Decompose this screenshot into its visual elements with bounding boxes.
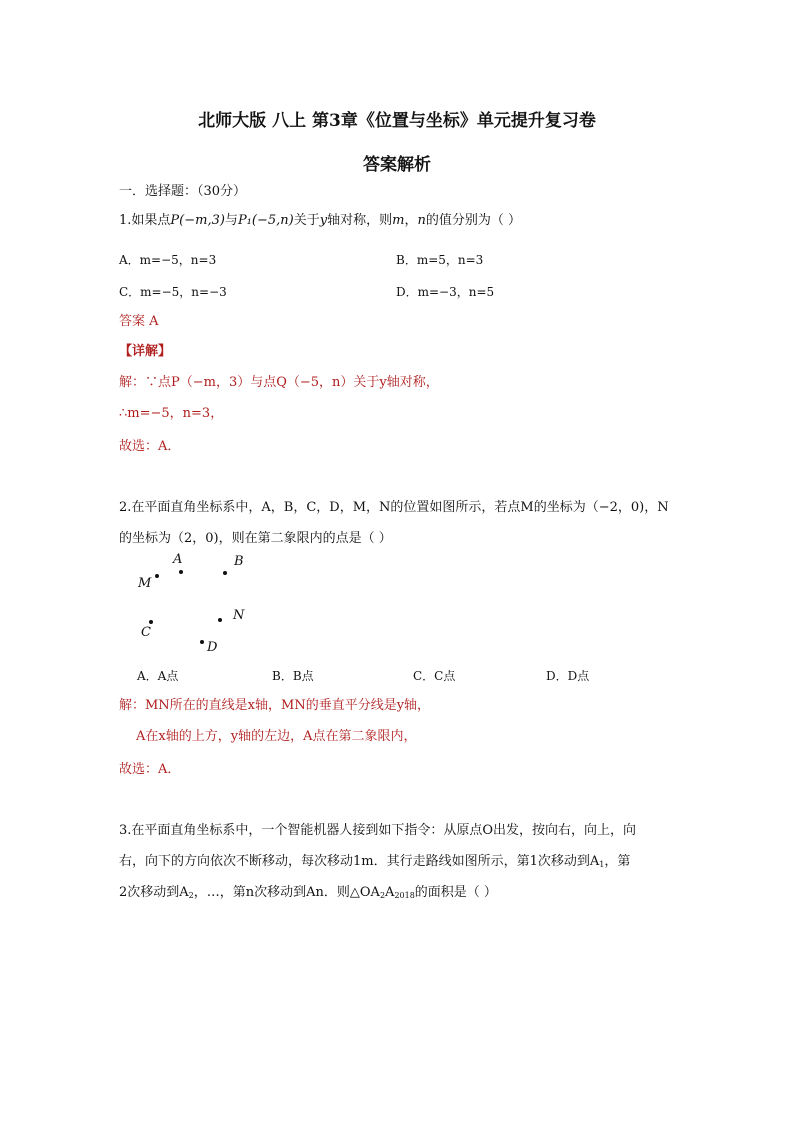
point-label-a: A <box>173 552 183 567</box>
question-1-stem <box>119 213 521 229</box>
point-dot-a <box>179 570 183 574</box>
q1-point-p1: P₁(−5,n) <box>237 213 294 228</box>
document-subtitle: 答案解析 <box>363 155 431 175</box>
q1-option-b: B．m=5，n=3 <box>396 253 484 267</box>
q1-option-a: A．m=−5，n=3 <box>119 253 217 267</box>
q1-detail-header: 【详解】 <box>119 344 172 359</box>
q2-option-c: C．C点 <box>413 669 456 683</box>
q3-line2-b: ，第 <box>604 854 631 869</box>
point-dot-n <box>218 618 222 622</box>
question-3-line-1: 3.在平面直角坐标系中，一个智能机器人接到如下指令：从原点O出发，按向右，向上，向 <box>119 823 637 838</box>
q1-with: 与 <box>224 213 238 228</box>
point-dot-d <box>200 640 204 644</box>
q3-line3-sub3: 2018 <box>394 891 415 900</box>
q3-line3-sub2: 2 <box>379 891 386 900</box>
q1-answer: 答案 A <box>119 314 159 329</box>
q3-line3-d: 的面积是（ ） <box>414 885 497 900</box>
q2-option-b: B．B点 <box>272 669 314 683</box>
q1-solution-line-2: ∴m=−5，n=3， <box>119 406 224 421</box>
q1-comma: ， <box>404 213 418 228</box>
question-3-line-3 <box>119 885 497 904</box>
q2-solution-line-1: 解：MN所在的直线是x轴，MN的垂直平分线是y轴， <box>119 698 431 713</box>
point-label-n: N <box>233 608 245 623</box>
question-2-stem-line-2: 的坐标为（2，0)，则在第二象限内的点是（ ） <box>119 531 392 546</box>
q3-line3-sub: 2 <box>188 891 194 900</box>
q1-stem-start: 1.如果点 <box>119 213 171 228</box>
question-2-stem-line-1: 2.在平面直角坐标系中，A，B，C，D，M，N的位置如图所示，若点M的坐标为（−2，0)，N <box>119 500 669 515</box>
q3-line3-b: ，…，第n次移动到An．则△OA <box>193 885 380 900</box>
q2-solution-line-3: 故选：A． <box>119 762 181 777</box>
section-header: 一．选择题：（30分） <box>119 184 247 199</box>
q1-m: m <box>392 213 405 228</box>
q2-option-a: A．A点 <box>137 669 179 683</box>
q1-y: y <box>319 213 328 228</box>
q1-n: n <box>417 213 426 228</box>
q3-line3-c: A <box>385 885 395 900</box>
point-label-d: D <box>207 640 218 655</box>
question-3-line-2 <box>119 854 630 873</box>
document-title: 北师大版 八上 第3章《位置与坐标》单元提升复习卷 <box>198 111 596 131</box>
point-label-b: B <box>234 554 244 569</box>
q1-about: 关于 <box>293 213 320 228</box>
point-dot-c <box>149 620 153 624</box>
q1-axis-sym: 轴对称，则 <box>327 213 393 228</box>
point-dot-m <box>155 574 159 578</box>
q3-line2-a: 右，向下的方向依次不断移动，每次移动1m．其行走路线如图所示，第1次移动到A <box>119 854 600 869</box>
point-label-c: C <box>141 625 151 640</box>
q1-point-p: P(−m,3) <box>170 213 225 228</box>
q1-option-c: C．m=−5，n=−3 <box>119 285 227 299</box>
q2-option-d: D．D点 <box>546 669 590 683</box>
q1-option-d: D．m=−3，n=5 <box>396 285 495 299</box>
q3-line2-sub: 1 <box>599 860 605 869</box>
point-label-m: M <box>138 576 152 591</box>
q1-solution-line-1: 解：∵点P（−m，3）与点Q（−5，n）关于y轴对称， <box>119 375 439 390</box>
point-dot-b <box>223 571 227 575</box>
q1-tail: 的值分别为（ ） <box>425 213 521 228</box>
q2-solution-line-2: A在x轴的上方，y轴的左边，A点在第二象限内， <box>136 729 417 744</box>
q3-line3-a: 2次移动到A <box>119 885 189 900</box>
q1-solution-line-3: 故选：A． <box>119 439 181 454</box>
